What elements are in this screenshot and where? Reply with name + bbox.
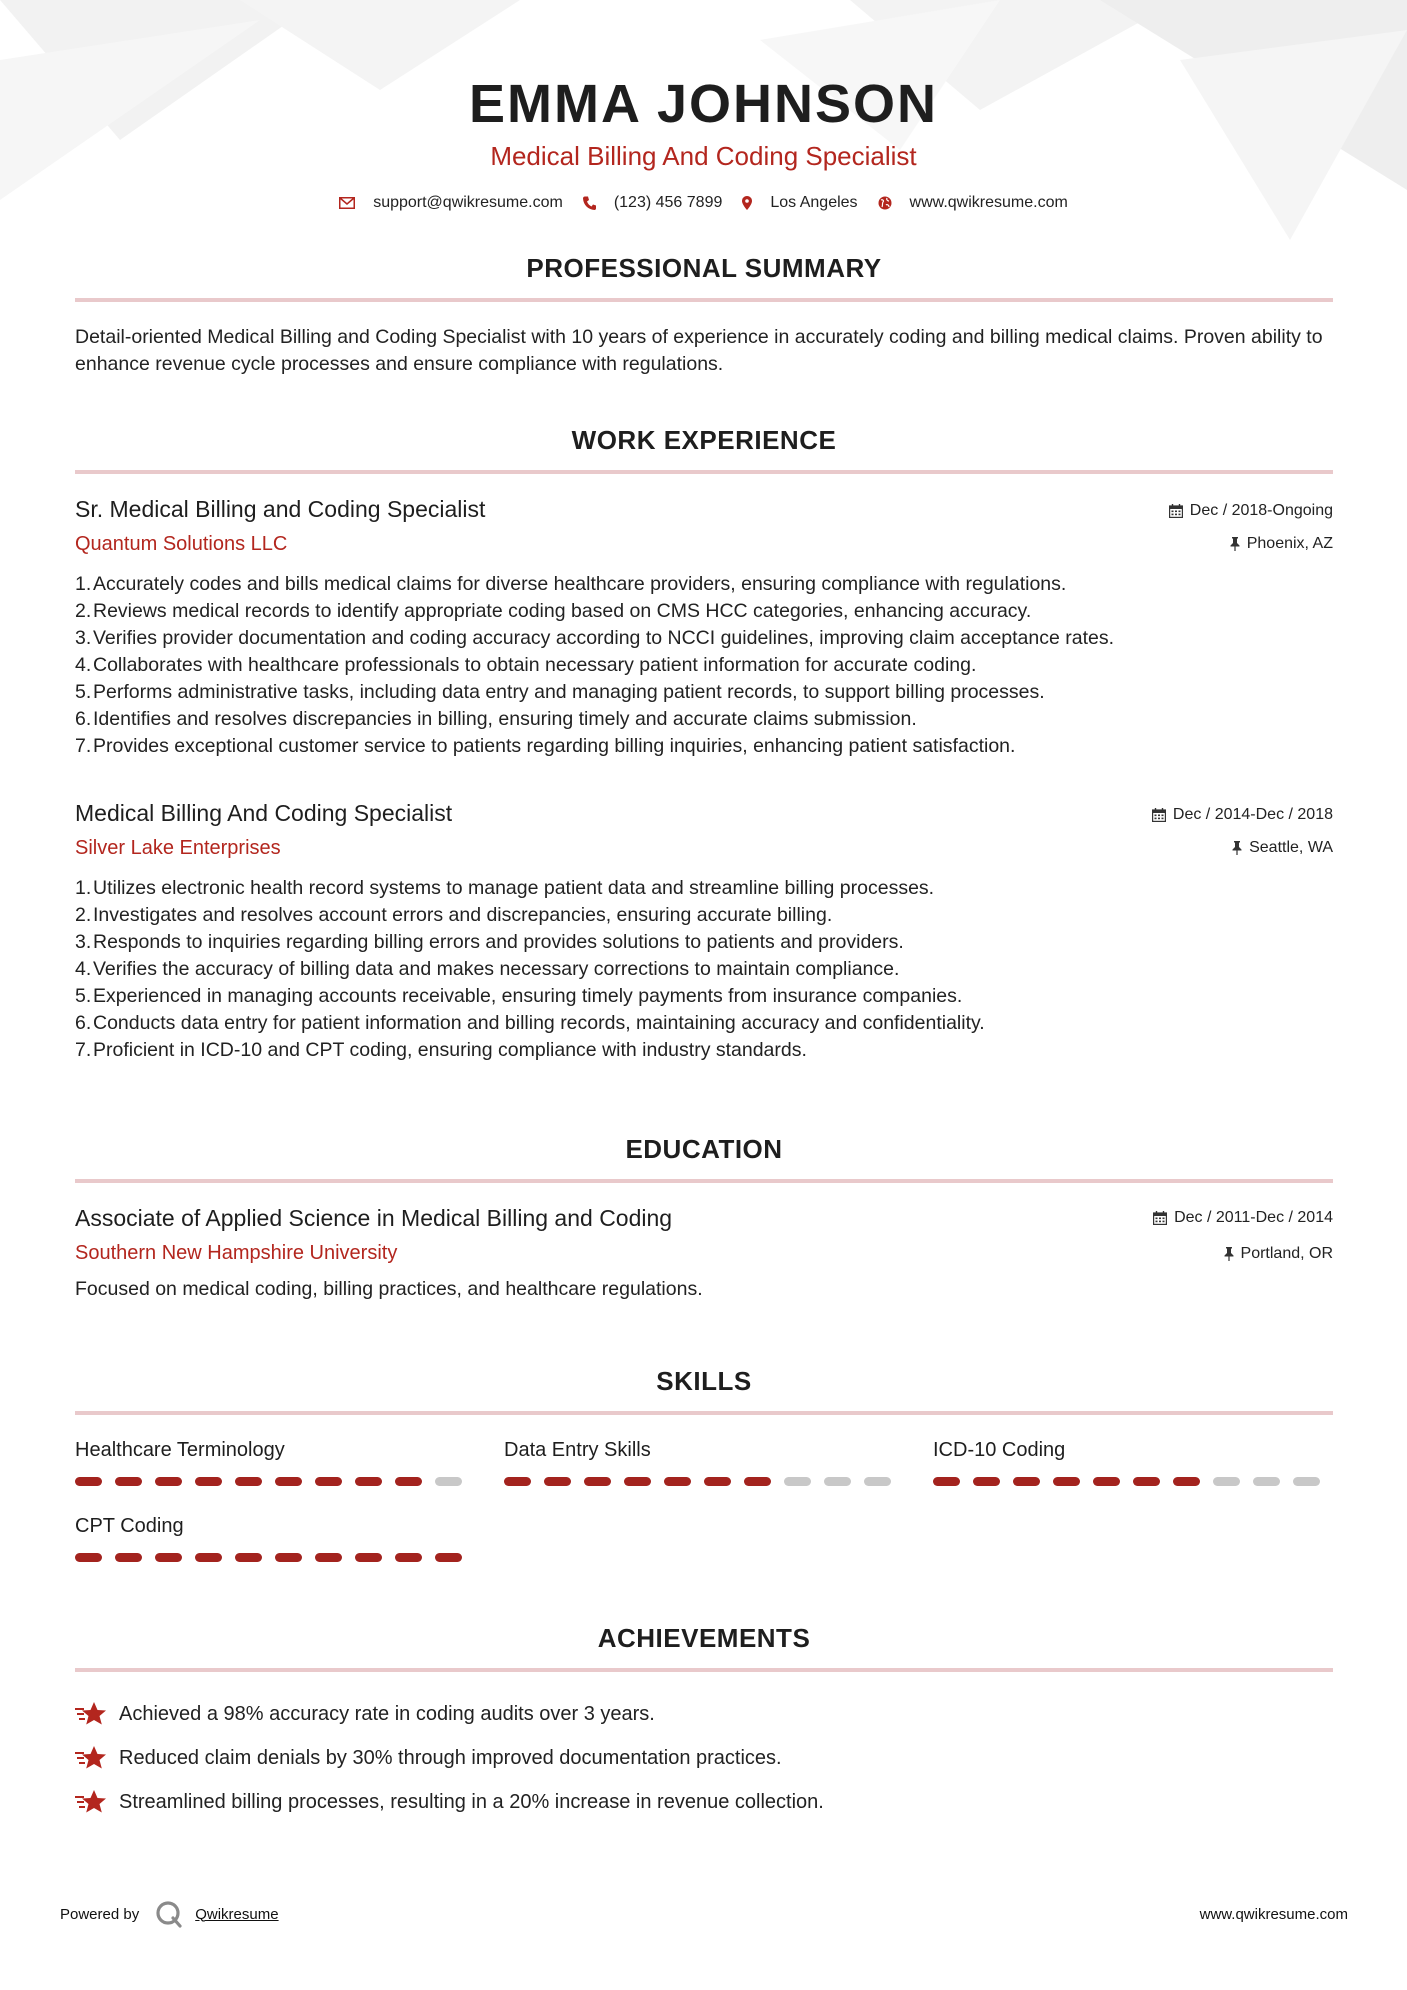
contact-bar: [0, 194, 1407, 212]
skill-segment-filled: [155, 1477, 182, 1486]
skill-segment-filled: [973, 1477, 1000, 1486]
skill-segment-filled: [315, 1477, 342, 1486]
skill-rating: [75, 1553, 475, 1562]
contact-location-text: Los Angeles: [770, 194, 858, 211]
skill-rating: [75, 1477, 475, 1486]
skill-segment-filled: [155, 1553, 182, 1562]
skill-segment-filled: [435, 1553, 462, 1562]
school-name: Southern New Hampshire University: [75, 1242, 398, 1264]
section-divider: [75, 1668, 1333, 1672]
calendar-icon: [1169, 504, 1183, 518]
degree-title: Associate of Applied Science in Medical Billing and Coding: [75, 1205, 673, 1231]
skill-item: [933, 1437, 1333, 1513]
star-award-icon: [75, 1788, 107, 1816]
skill-segment-filled: [355, 1477, 382, 1486]
skill-segment-filled: [275, 1553, 302, 1562]
skill-item: [75, 1513, 475, 1589]
skill-segment-empty: [864, 1477, 891, 1486]
skill-segment-empty: [1213, 1477, 1240, 1486]
job-dates: Dec / 2014-Dec / 2018: [1172, 806, 1333, 823]
list-item: 5. Performs administrative tasks, including data entry and managing patient records, to support billing processes.: [75, 681, 1045, 703]
list-item: 7. Provides exceptional customer service to patients regarding billing inquiries, enhancing patient satisfaction.: [75, 735, 1016, 757]
list-item: [75, 1692, 1333, 1736]
pin-icon: [1230, 537, 1240, 551]
education-entry: [75, 1203, 1333, 1303]
skill-segment-filled: [664, 1477, 691, 1486]
skill-segment-filled: [315, 1553, 342, 1562]
contact-website-text: www.qwikresume.com: [909, 194, 1068, 211]
envelope-icon: [339, 197, 355, 209]
skill-segment-filled: [1013, 1477, 1040, 1486]
contact-phone-text: (123) 456 7899: [613, 194, 723, 211]
contact-location: [742, 194, 857, 212]
skill-segment-empty: [1293, 1477, 1320, 1486]
skill-segment-filled: [195, 1477, 222, 1486]
skill-name: Data Entry Skills: [504, 1439, 651, 1461]
powered-by: [60, 1900, 279, 1928]
calendar-icon: [1152, 808, 1166, 822]
job-entry: [75, 798, 1333, 1064]
section-divider: [75, 298, 1333, 302]
job-location: Phoenix, AZ: [1246, 535, 1333, 552]
education-heading: EDUCATION: [625, 1134, 783, 1164]
skill-item: [75, 1437, 475, 1513]
skills-grid: [75, 1437, 1333, 1589]
achievements-section: [75, 1622, 1333, 1824]
footer-website-link[interactable]: www.qwikresume.com: [1199, 1905, 1348, 1923]
skill-segment-filled: [624, 1477, 651, 1486]
job-responsibilities: [75, 571, 1333, 760]
skill-segment-filled: [744, 1477, 771, 1486]
education-description: Focused on medical coding, billing practices, and healthcare regulations.: [75, 1278, 703, 1300]
skill-segment-filled: [704, 1477, 731, 1486]
achievement-text: Achieved a 98% accuracy rate in coding audits over 3 years.: [119, 1703, 655, 1725]
achievement-text: Streamlined billing processes, resulting in a 20% increase in revenue collection.: [119, 1791, 824, 1813]
contact-phone[interactable]: [583, 194, 723, 212]
skill-segment-filled: [275, 1477, 302, 1486]
skills-heading: SKILLS: [656, 1366, 752, 1396]
powered-by-label: Powered by: [60, 1905, 140, 1923]
skill-segment-filled: [1173, 1477, 1200, 1486]
list-item: 1. Utilizes electronic health record systems to manage patient data and streamline billing processes.: [75, 877, 935, 899]
skill-name: ICD-10 Coding: [933, 1439, 1066, 1461]
resume-header: [0, 0, 1407, 212]
skill-rating: [504, 1477, 904, 1486]
map-marker-icon: [742, 196, 752, 210]
skill-segment-filled: [1093, 1477, 1120, 1486]
list-item: 4. Collaborates with healthcare professionals to obtain necessary patient information for accurate coding.: [75, 654, 977, 676]
skill-segment-filled: [235, 1553, 262, 1562]
skill-segment-empty: [435, 1477, 462, 1486]
skill-segment-filled: [235, 1477, 262, 1486]
candidate-title: Medical Billing And Coding Specialist: [490, 141, 917, 171]
skills-section: [75, 1365, 1333, 1589]
list-item: 5. Experienced in managing accounts receivable, ensuring timely payments from insurance companies.: [75, 985, 963, 1007]
education-location: Portland, OR: [1240, 1245, 1333, 1262]
list-item: 2. Reviews medical records to identify appropriate coding based on CMS HCC categories, enhancing accuracy.: [75, 600, 1032, 622]
summary-heading: PROFESSIONAL SUMMARY: [526, 253, 882, 283]
skill-item: [504, 1437, 904, 1513]
section-divider: [75, 1411, 1333, 1415]
list-item: [75, 1736, 1333, 1780]
pin-icon: [1224, 1247, 1234, 1261]
candidate-name: EMMA JOHNSON: [468, 74, 939, 134]
skill-segment-filled: [395, 1477, 422, 1486]
skill-segment-empty: [1253, 1477, 1280, 1486]
skill-segment-filled: [75, 1477, 102, 1486]
job-title: Sr. Medical Billing and Coding Specialist: [75, 496, 486, 522]
pin-icon: [1232, 841, 1242, 855]
globe-icon: [878, 196, 892, 210]
qwikresume-logo-icon: [155, 1900, 183, 1928]
list-item: 1. Accurately codes and bills medical claims for diverse healthcare providers, ensuring compliance with regulations.: [75, 573, 1067, 595]
skill-segment-filled: [1053, 1477, 1080, 1486]
skill-segment-filled: [544, 1477, 571, 1486]
contact-email[interactable]: [339, 194, 563, 212]
education-section: [75, 1133, 1333, 1303]
list-item: 3. Verifies provider documentation and coding accuracy according to NCCI guidelines, improving claim acceptance rates.: [75, 627, 1115, 649]
job-location: Seattle, WA: [1249, 839, 1333, 856]
contact-website[interactable]: [878, 194, 1068, 212]
contact-email-text: support@qwikresume.com: [373, 194, 563, 211]
skill-segment-filled: [933, 1477, 960, 1486]
skill-segment-filled: [75, 1553, 102, 1562]
skill-segment-filled: [584, 1477, 611, 1486]
achievement-text: Reduced claim denials by 30% through improved documentation practices.: [119, 1747, 782, 1769]
job-dates: Dec / 2018-Ongoing: [1189, 502, 1333, 519]
summary-section: [75, 252, 1333, 378]
section-divider: [75, 1179, 1333, 1183]
skill-segment-filled: [355, 1553, 382, 1562]
experience-section: [75, 424, 1333, 1064]
skill-segment-filled: [504, 1477, 531, 1486]
education-dates: Dec / 2011-Dec / 2014: [1174, 1209, 1333, 1226]
skill-segment-filled: [115, 1477, 142, 1486]
phone-icon: [583, 196, 596, 210]
summary-text: Detail-oriented Medical Billing and Coding Specialist with 10 years of experience in accurately coding and billing medical claims. Proven ability to enhance revenue cycle processes and ensure compliance with regulations.: [75, 326, 1323, 375]
list-item: 3. Responds to inquiries regarding billing errors and provides solutions to patients and providers.: [75, 931, 904, 953]
job-title: Medical Billing And Coding Specialist: [75, 800, 453, 826]
section-divider: [75, 470, 1333, 474]
list-item: 4. Verifies the accuracy of billing data and makes necessary corrections to maintain compliance.: [75, 958, 900, 980]
skill-segment-filled: [395, 1553, 422, 1562]
job-company: Quantum Solutions LLC: [75, 533, 288, 555]
job-company: Silver Lake Enterprises: [75, 837, 281, 859]
star-award-icon: [75, 1744, 107, 1772]
skill-segment-filled: [195, 1553, 222, 1562]
skill-rating: [933, 1477, 1333, 1486]
brand-link[interactable]: Qwikresume: [195, 1905, 279, 1923]
list-item: 2. Investigates and resolves account errors and discrepancies, ensuring accurate billing.: [75, 904, 833, 926]
list-item: 7. Proficient in ICD-10 and CPT coding, ensuring compliance with industry standards.: [75, 1039, 807, 1061]
list-item: 6. Identifies and resolves discrepancies in billing, ensuring timely and accurate claims submission.: [75, 708, 917, 730]
achievements-list: [75, 1692, 1333, 1824]
skill-segment-empty: [784, 1477, 811, 1486]
list-item: [75, 1780, 1333, 1824]
list-item: 6. Conducts data entry for patient information and billing records, maintaining accuracy and confidentiality.: [75, 1012, 985, 1034]
skill-name: CPT Coding: [75, 1515, 184, 1537]
job-entry: [75, 494, 1333, 760]
page-footer: [60, 1900, 1348, 1928]
skill-segment-filled: [1133, 1477, 1160, 1486]
achievements-heading: ACHIEVEMENTS: [597, 1623, 811, 1653]
calendar-icon: [1153, 1211, 1167, 1225]
job-responsibilities: [75, 875, 1333, 1064]
skill-segment-filled: [115, 1553, 142, 1562]
star-award-icon: [75, 1700, 107, 1728]
experience-heading: WORK EXPERIENCE: [571, 425, 837, 455]
skill-name: Healthcare Terminology: [75, 1439, 285, 1461]
skill-segment-empty: [824, 1477, 851, 1486]
